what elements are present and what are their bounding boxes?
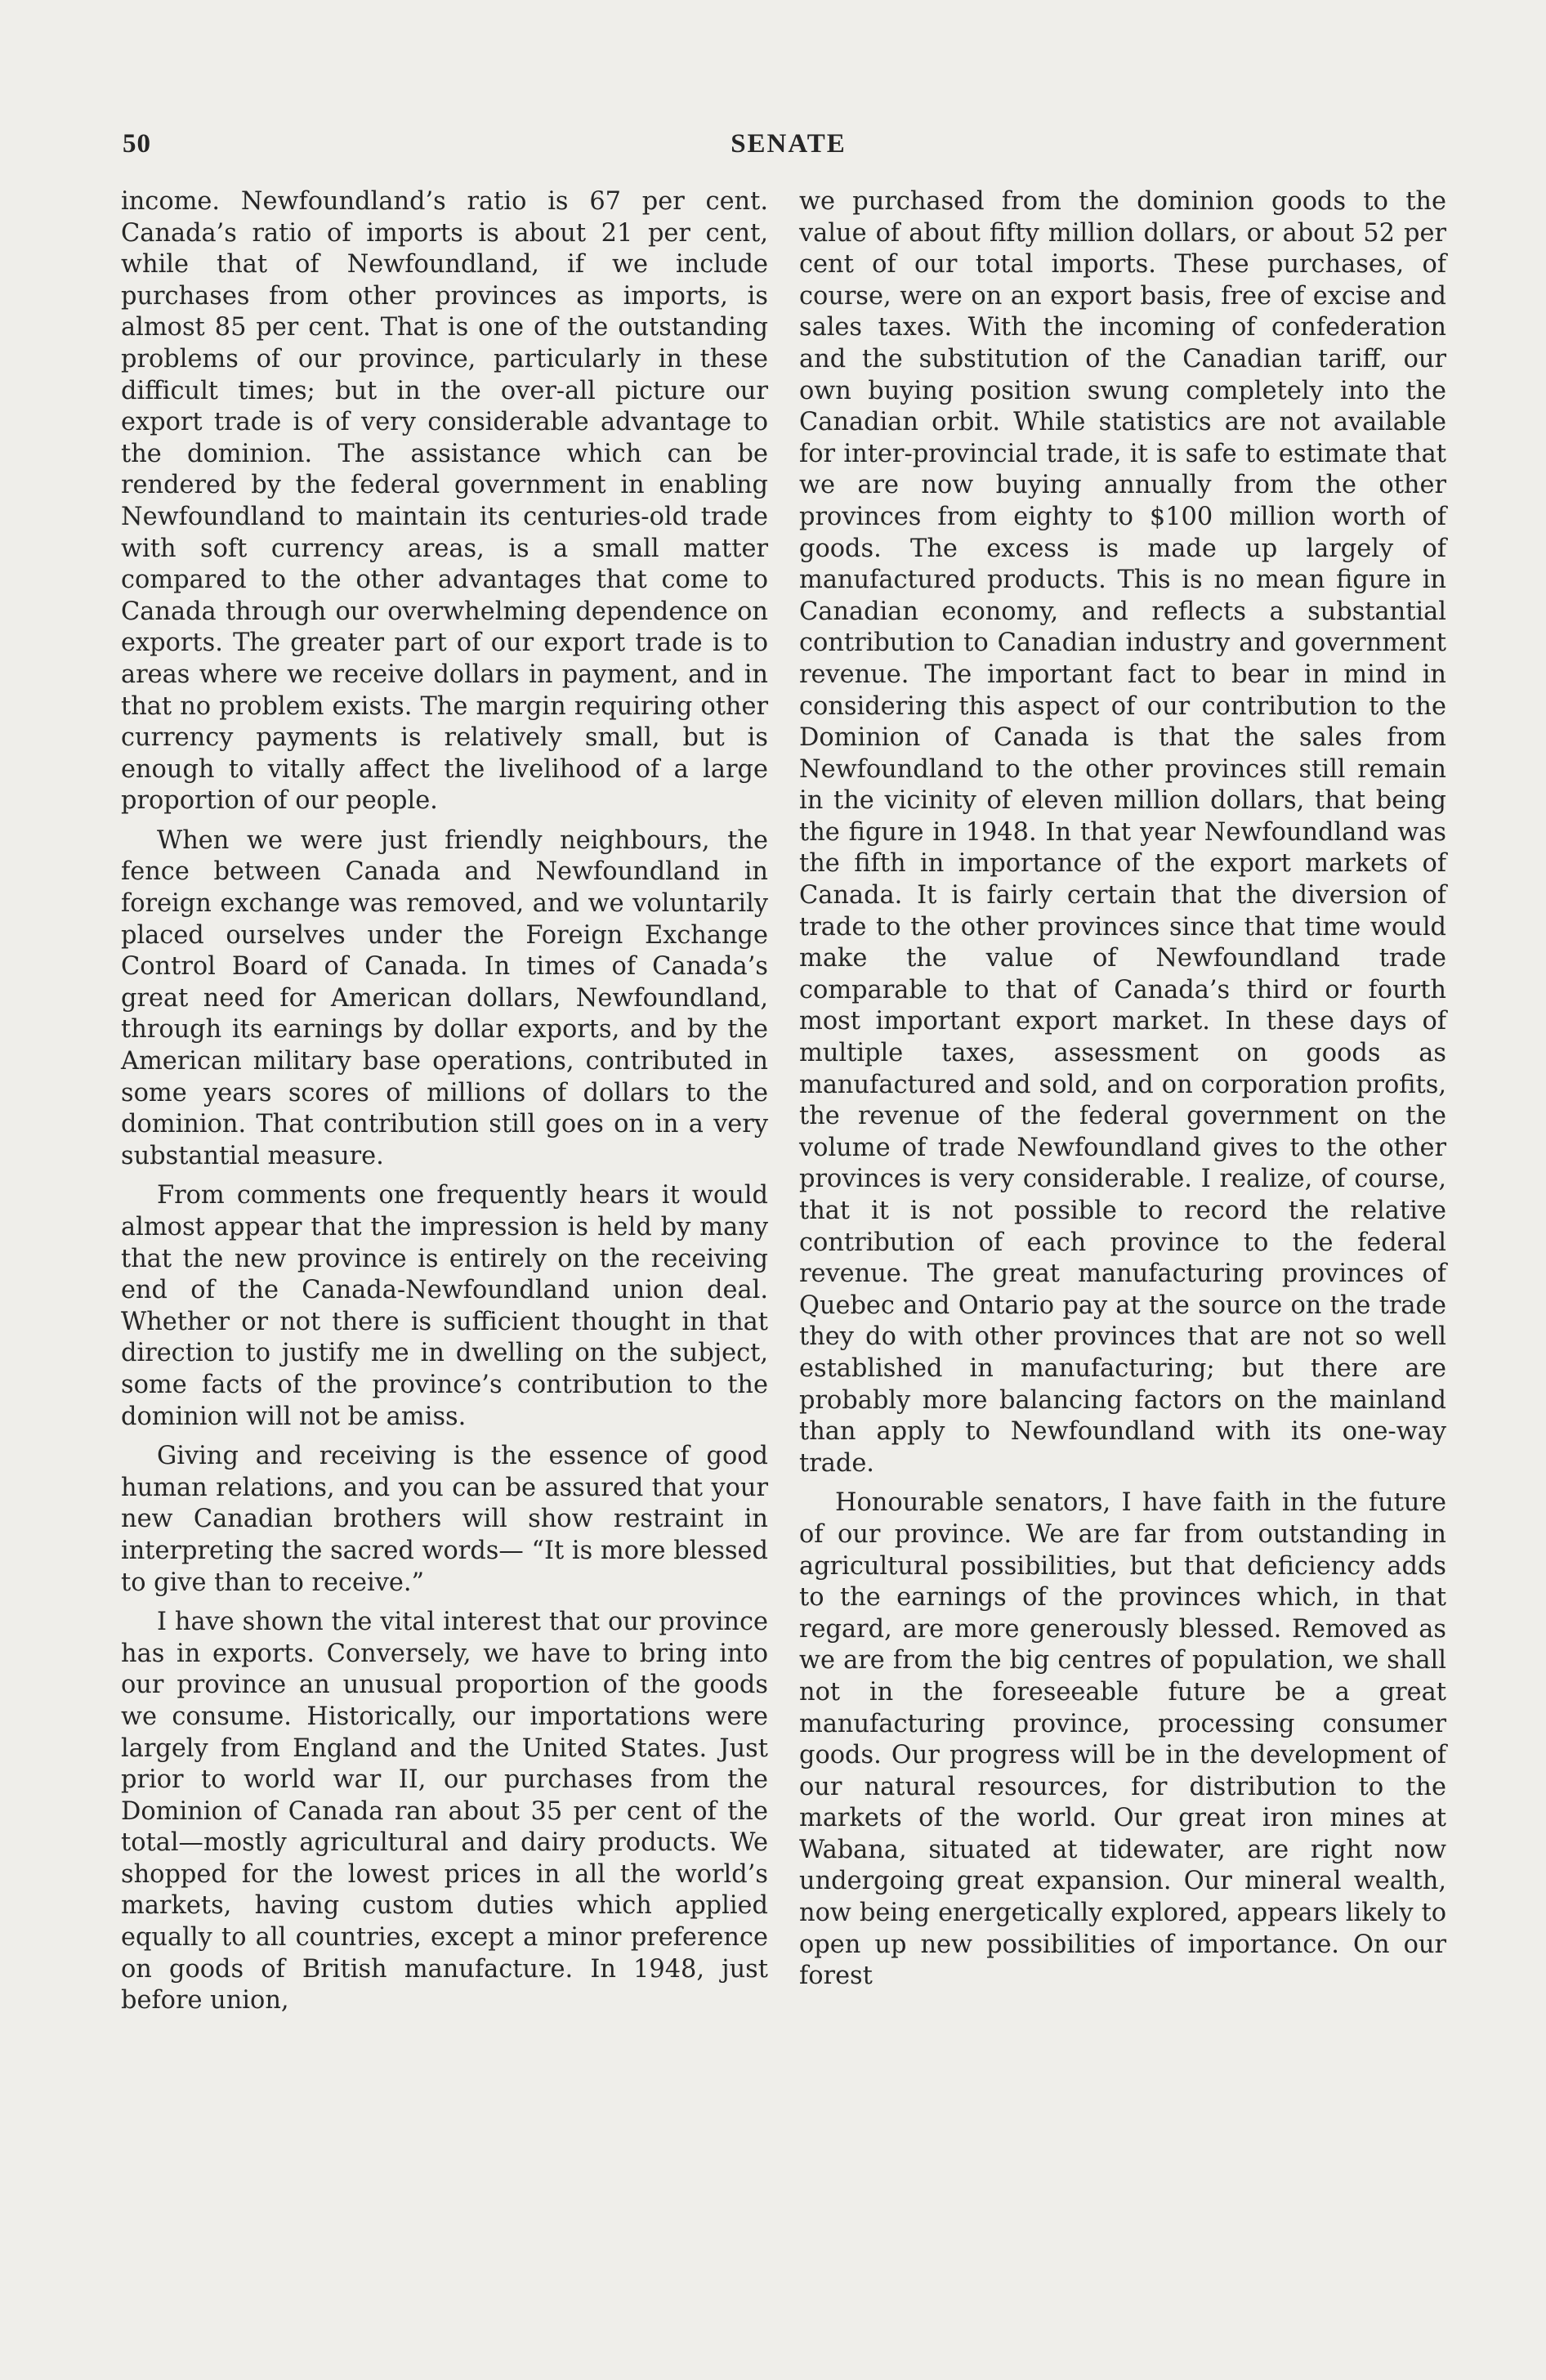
running-head: SENATE	[731, 129, 847, 159]
right-column	[799, 186, 1446, 2001]
paragraph: income. Newfoundland’s ratio is 67 per cent. Canada’s ratio of imports is about 21 per cent, while that of Newfoundland, if we include purchases from other provinces as imports, is almost 85 per cent. That is one of the outstanding problems of our province, particularly in these difficult times; but in the over-all picture our export trade is of very considerable advantage to the dominion. The assistance which can be rendered by the federal government in enabling Newfoundland to maintain its centuries-old trade with soft currency areas, is a small matter compared to the other advantages that come to Canada through our overwhelming dependence on exports. The greater part of our export trade is to areas where we receive dollars in payment, and in that no problem exists. The margin requiring other currency payments is relatively small, but is enough to vitally affect the livelihood of a large proportion of our people.	[121, 187, 768, 816]
page-header	[123, 129, 1454, 170]
paragraph: When we were just friendly neighbours, the fence between Canada and Newfoundland in foreign exchange was removed, and we voluntarily placed ourselves under the Foreign Exchange Control Board of Canada. In times of Canada’s great need for American dollars, Newfoundland, through its earnings by dollar exports, and by the American military base operations, contributed in some years scores of millions of dollars to the dominion. That contribution still goes on in a very substantial measure.	[121, 825, 768, 1170]
paragraph: we purchased from the dominion goods to the value of about fifty million dollars, or about 52 per cent of our total imports. These purchases, of course, were on an export basis, free of excise and sales taxes. With the incoming of confederation and the substitution of the Canadian tariff, our own buying position swung completely into the Canadian orbit. While statistics are not available for inter-provincial trade, it is safe to estimate that we are now buying annually from the other provinces from eighty to $100 million worth of goods. The excess is made up largely of manufactured products. This is no mean figure in Canadian economy, and reflects a substantial contribution to Canadian industry and government revenue. The important fact to bear in mind in considering this aspect of our contribution to the Dominion of Canada is that the sales from Newfoundland to the other provinces still remain in the vicinity of eleven million dollars, that being the figure in 1948. In that year Newfoundland was the fifth in importance of the export markets of Canada. It is fairly certain that the diversion of trade to the other provinces since that time would make the value of Newfoundland trade comparable to that of Canada’s third or fourth most important export market. In these days of multiple taxes, assessment on goods as manufactured and sold, and on corporation profits, the revenue of the federal government on the volume of trade Newfoundland gives to the other provinces is very considerable. I realize, of course, that it is not possible to record the relative contribution of each province to the federal revenue. The great manufacturing provinces of Quebec and Ontario pay at the source on the trade they do with other provinces that are not so well established in manufacturing; but there are probably more balancing factors on the mainland than apply to Newfoundland with its one-way trade.	[799, 187, 1446, 1478]
page-number: 50	[123, 129, 151, 159]
paragraph: I have shown the vital interest that our province has in exports. Conversely, we have to bring into our province an unusual proportion of the goods we consume. Historically, our importations were largely from England and the United States. Just prior to world war II, our purchases from the Dominion of Canada ran about 35 per cent of the total—mostly agricultural and dairy products. We shopped for the lowest prices in all the world’s markets, having custom duties which applied equally to all countries, except a minor preference on goods of British manufacture. In 1948, just before union,	[121, 1608, 768, 2015]
paragraph: From comments one frequently hears it would almost appear that the impression is held by many that the new province is entirely on the receiving end of the Canada-Newfoundland union deal. Whether or not there is sufficient thought in that direction to justify me in dwelling on the subject, some facts of the province’s contribution to the dominion will not be amiss.	[121, 1181, 768, 1431]
paragraph: Giving and receiving is the essence of good human relations, and you can be assured that your new Canadian brothers will show restraint in interpreting the sacred words— “It is more blessed to give than to receive.”	[121, 1442, 768, 1597]
left-column	[121, 186, 768, 2025]
paragraph: Honourable senators, I have faith in the future of our province. We are far from outstanding in agricultural possibilities, but that deficiency adds to the earnings of the provinces which, in that regard, are more generously blessed. Removed as we are from the big centres of population, we shall not in the foreseeable future be a great manufacturing province, processing consumer goods. Our progress will be in the development of our natural resources, for distribution to the markets of the world. Our great iron mines at Wabana, situated at tidewater, are right now undergoing great expansion. Our mineral wealth, now being energetically explored, appears likely to open up new possibilities of importance. On our forest	[799, 1488, 1446, 1991]
